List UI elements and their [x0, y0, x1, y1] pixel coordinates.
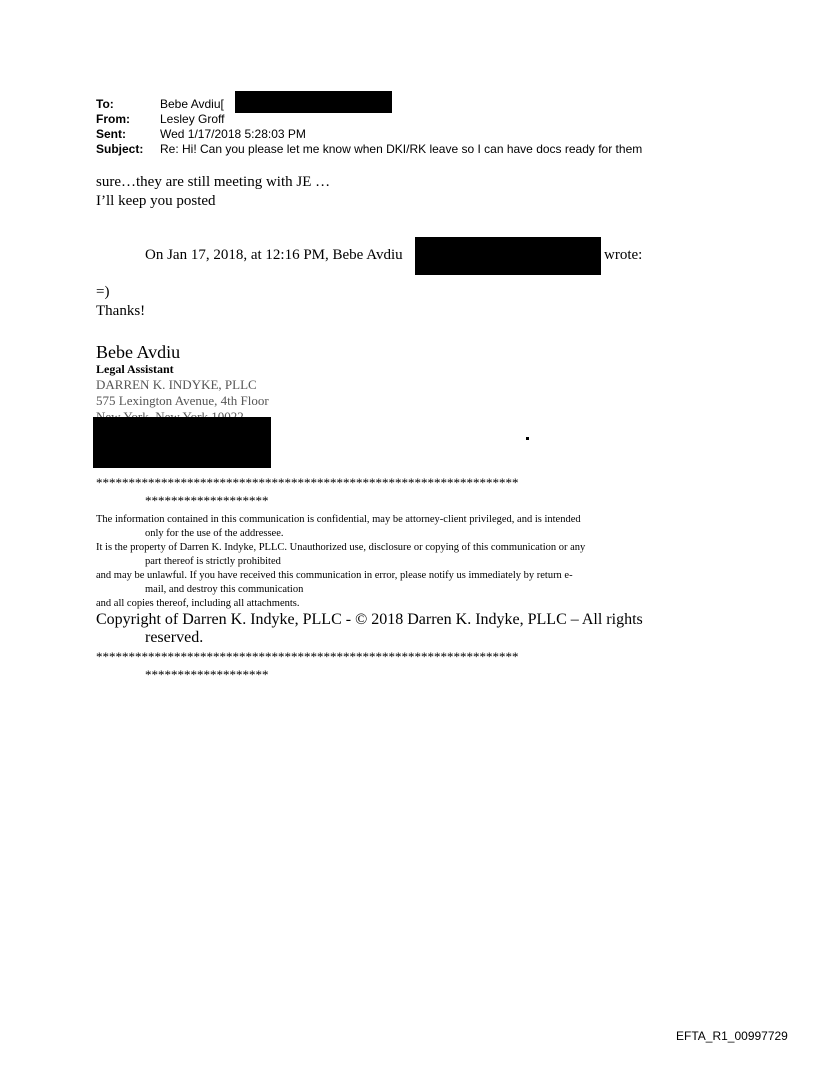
- stars-divider-top-short: *******************: [145, 493, 269, 508]
- redaction-contact-block: [93, 417, 271, 468]
- sent-label: Sent:: [96, 127, 126, 141]
- copyright-line-1: Copyright of Darren K. Indyke, PLLC - © 2018 Darren K. Indyke, PLLC – All rights: [96, 611, 643, 628]
- disclaimer-line-2a: It is the property of Darren K. Indyke, PLLC. Unauthorized use, disclosure or copying of this communication or any: [96, 542, 586, 553]
- quote-text-2: Thanks!: [96, 303, 146, 319]
- body-line-1: sure…they are still meeting with JE …: [96, 174, 331, 190]
- disclaimer-line-1a: The information contained in this communication is confidential, may be attorney-client privileged, and is intended: [96, 514, 581, 525]
- document-id: EFTA_R1_00997729: [676, 1029, 788, 1043]
- disclaimer-line-3b: mail, and destroy this communication: [145, 584, 304, 595]
- quote-wrote: wrote:: [604, 247, 643, 263]
- subject-label: Subject:: [96, 142, 144, 156]
- disclaimer-line-3a: and may be unlawful. If you have received this communication in error, please notify us immediately by return e-: [96, 570, 573, 581]
- to-label: To:: [96, 97, 114, 111]
- quote-intro: On Jan 17, 2018, at 12:16 PM, Bebe Avdiu: [145, 247, 403, 263]
- stars-divider-bottom-short: *******************: [145, 667, 269, 682]
- signature-firm: DARREN K. INDYKE, PLLC: [96, 377, 257, 392]
- sent-value: Wed 1/17/2018 5:28:03 PM: [160, 127, 306, 141]
- signature-title: Legal Assistant: [96, 362, 174, 376]
- disclaimer-line-1b: only for the use of the addressee.: [145, 528, 284, 539]
- from-label: From:: [96, 112, 130, 126]
- signature-name: Bebe Avdiu: [96, 342, 181, 362]
- redaction-sender-email: [415, 237, 601, 275]
- stray-mark: [526, 437, 529, 440]
- to-value: Bebe Avdiu[: [160, 97, 224, 111]
- disclaimer-line-4: and all copies thereof, including all attachments.: [96, 598, 300, 609]
- signature-address-1: 575 Lexington Avenue, 4th Floor: [96, 393, 269, 408]
- disclaimer-line-2b: part thereof is strictly prohibited: [145, 556, 281, 567]
- from-value: Lesley Groff: [160, 112, 225, 126]
- redaction-to-email: [235, 91, 392, 113]
- body-line-2: I’ll keep you posted: [96, 193, 216, 209]
- subject-value: Re: Hi! Can you please let me know when DKI/RK leave so I can have docs ready for them: [160, 142, 643, 156]
- stars-divider-bottom: *****************************************************************: [96, 649, 519, 664]
- stars-divider-top: *****************************************************************: [96, 475, 519, 490]
- copyright-line-2: reserved.: [145, 629, 204, 646]
- quote-text-1: =): [96, 284, 110, 300]
